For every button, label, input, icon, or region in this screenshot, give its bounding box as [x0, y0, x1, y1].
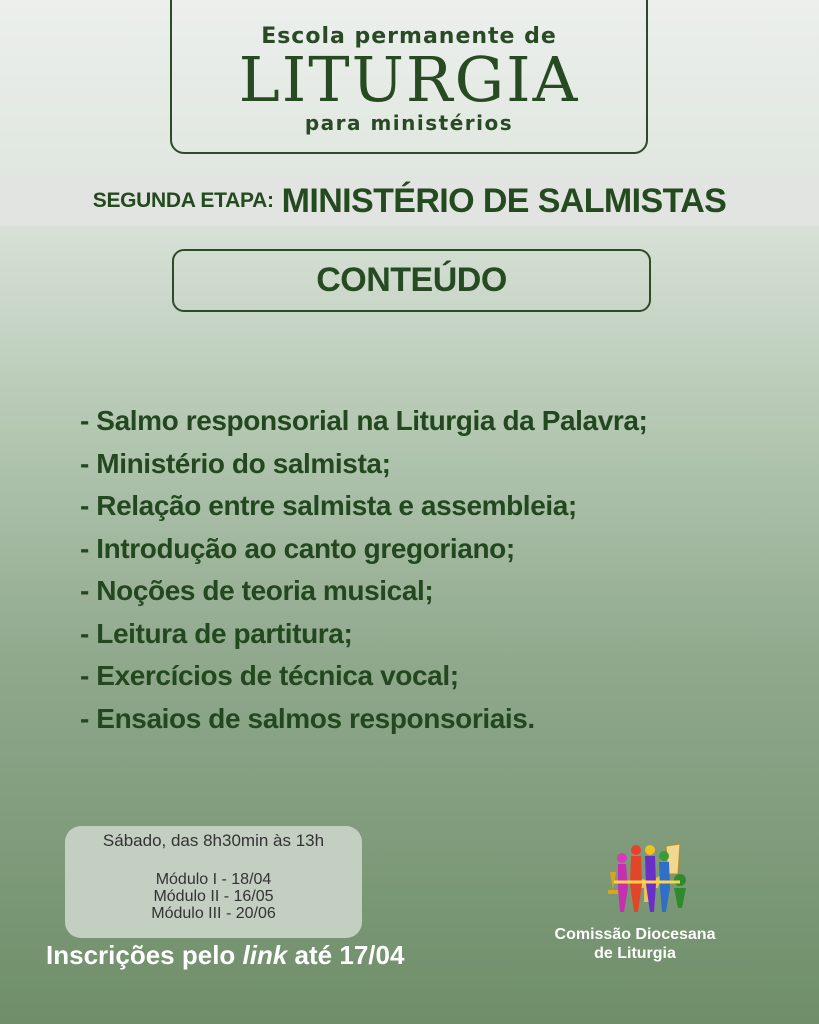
schedule-module: Módulo I - 18/04 [155, 871, 272, 888]
registration-suffix: até 17/04 [287, 940, 405, 970]
topic-item: - Introdução ao canto gregoriano; [80, 532, 515, 564]
topic-list [80, 400, 647, 740]
topic-item: - Salmo responsorial na Liturgia da Palavra; [80, 405, 648, 436]
registration-prefix: Inscrições pelo [46, 940, 243, 970]
commission-logo [540, 828, 730, 962]
topic-item: - Noções de teoria musical; [80, 575, 434, 606]
stage-label: SEGUNDA ETAPA: [92, 189, 274, 212]
schedule-card [65, 826, 362, 938]
registration-link-word: link [242, 940, 288, 970]
stage-band [0, 176, 819, 226]
title-subtitle: para ministérios [304, 111, 514, 135]
topic-item: - Ensaios de salmos responsoriais. [80, 702, 535, 734]
stage-title: MINISTÉRIO DE SALMISTAS [281, 181, 727, 220]
content-heading: CONTEÚDO [172, 249, 651, 312]
schedule-module: Módulo II - 16/05 [153, 888, 274, 905]
schedule-module: Módulo III - 20/06 [151, 905, 276, 922]
school-line: Escola permanente de [261, 24, 557, 49]
topic-item: - Exercícios de técnica vocal; [80, 660, 459, 691]
schedule-header: Sábado, das 8h30min às 13h [102, 831, 325, 850]
logo-caption-line2: de Liturgia [594, 945, 676, 962]
main-title: LITURGIA [238, 43, 580, 116]
header-frame [170, 0, 648, 154]
topic-item: - Ministério do salmista; [80, 447, 391, 479]
topic-item: - Leitura de partitura; [80, 617, 353, 649]
registration-note [46, 940, 404, 971]
logo-caption-line1: Comissão Diocesana [554, 926, 716, 943]
diocesan-liturgy-commission-icon [570, 828, 700, 920]
topic-item: - Relação entre salmista e assembleia; [80, 490, 577, 521]
